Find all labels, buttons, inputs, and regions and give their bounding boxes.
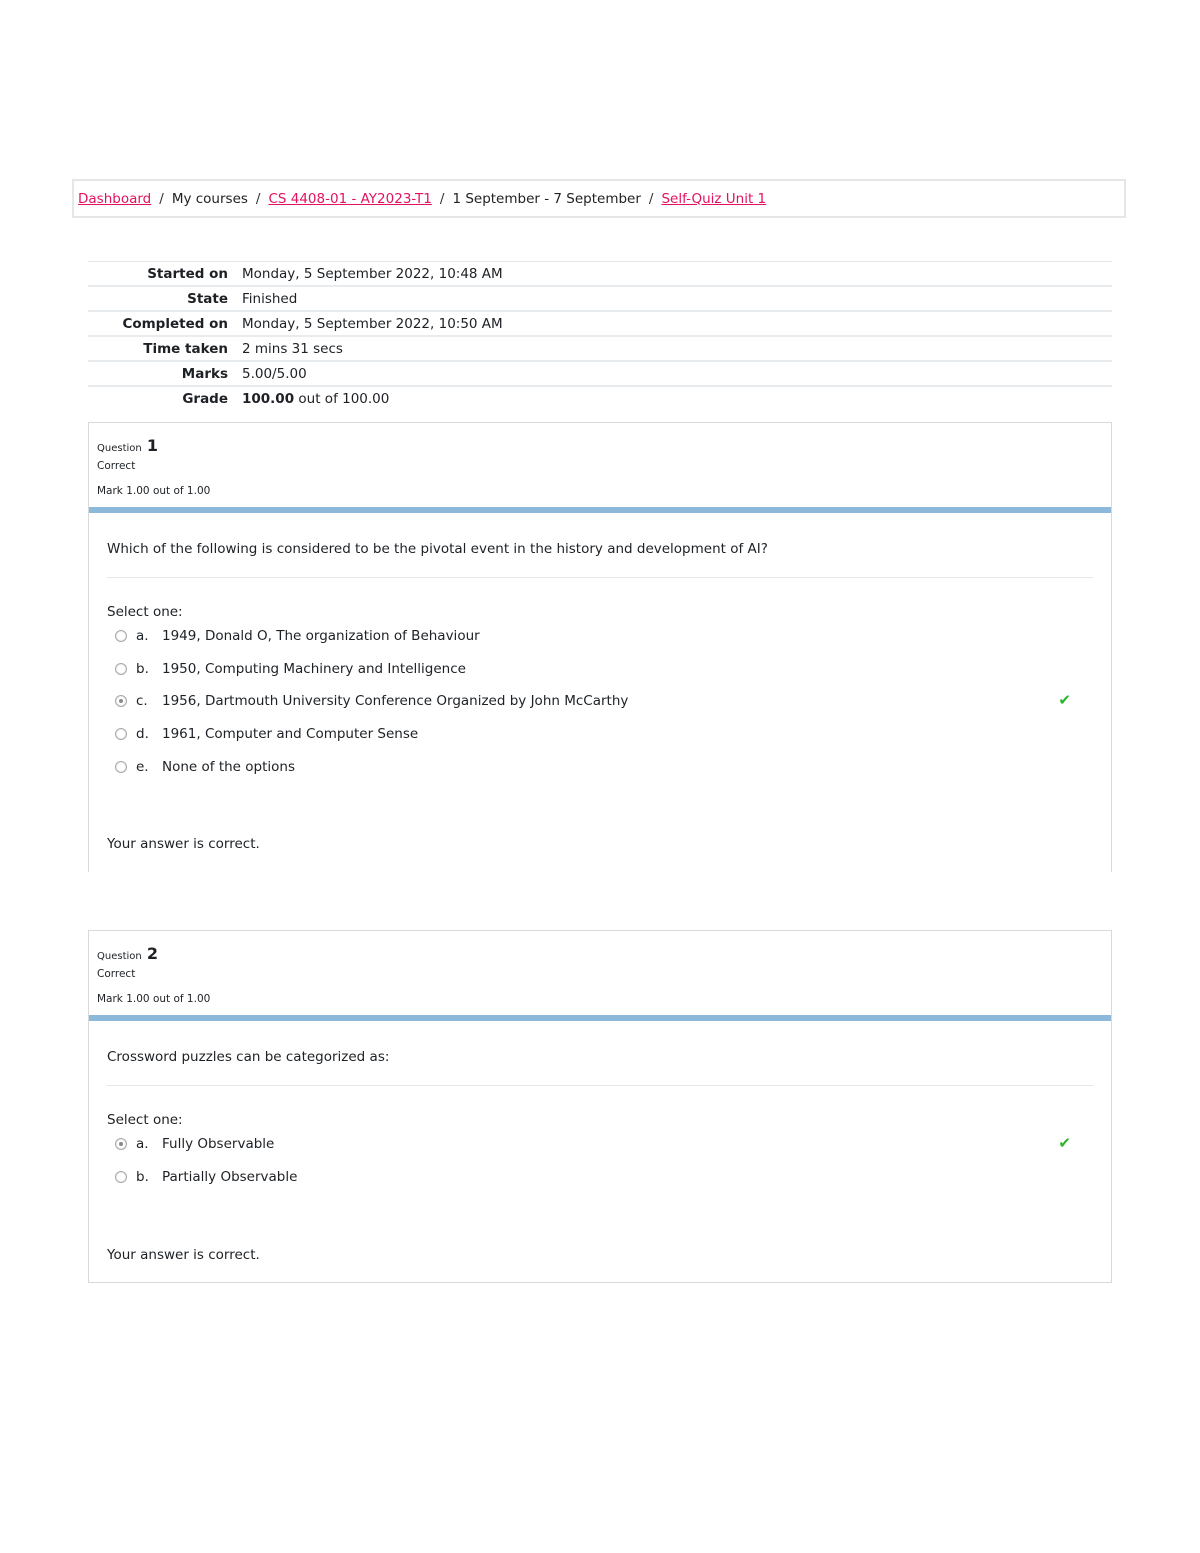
- option-text: 1961, Computer and Computer Sense: [162, 726, 419, 743]
- breadcrumb-dashboard-link[interactable]: Dashboard: [78, 190, 152, 207]
- correct-check-icon: ✔: [1058, 1134, 1071, 1152]
- breadcrumb-course-link[interactable]: CS 4408-01 - AY2023-T1: [268, 190, 432, 207]
- summary-row-time: [88, 336, 1112, 361]
- breadcrumb-separator: /: [648, 190, 654, 207]
- breadcrumb-quiz-link[interactable]: Self-Quiz Unit 1: [661, 190, 767, 207]
- option-text: 1950, Computing Machinery and Intelligence: [162, 660, 466, 677]
- breadcrumb-separator: /: [159, 190, 164, 207]
- summary-label: State: [88, 286, 242, 311]
- breadcrumb-separator: /: [255, 190, 261, 207]
- question-grade: Mark 1.00 out of 1.00: [97, 993, 211, 1005]
- answer-option-e[interactable]: [107, 750, 1093, 783]
- radio-button-selected[interactable]: [115, 695, 127, 707]
- option-letter: d.: [136, 726, 149, 743]
- radio-button[interactable]: [115, 663, 127, 675]
- attempt-summary-table: [88, 261, 1112, 410]
- summary-label: Completed on: [88, 311, 242, 336]
- breadcrumb-my-courses: My courses: [171, 190, 248, 207]
- breadcrumb-week: 1 September - 7 September: [452, 190, 641, 207]
- option-text: Fully Observable: [162, 1136, 275, 1153]
- breadcrumb-separator: /: [439, 190, 445, 207]
- option-letter: c.: [136, 693, 148, 710]
- question-content: [89, 1021, 1111, 1193]
- question-info: [89, 931, 1111, 1015]
- option-letter: a.: [136, 1136, 149, 1153]
- question-number: 2: [146, 944, 159, 963]
- summary-label: Grade: [88, 386, 242, 410]
- radio-button[interactable]: [115, 630, 127, 642]
- answer-option-b[interactable]: [107, 1161, 1093, 1194]
- option-text: 1956, Dartmouth University Conference Organized by John McCarthy: [162, 693, 629, 710]
- option-text: None of the options: [162, 758, 295, 775]
- question-number-label: [97, 436, 158, 455]
- option-letter: b.: [136, 660, 149, 677]
- summary-value: 5.00/5.00: [242, 361, 1112, 386]
- summary-label: Marks: [88, 361, 242, 386]
- option-text: Partially Observable: [162, 1168, 298, 1185]
- radio-button-selected[interactable]: [115, 1138, 127, 1150]
- answer-feedback: Your answer is correct.: [107, 836, 260, 852]
- answer-option-a[interactable]: [107, 620, 1093, 653]
- summary-row-grade: [88, 386, 1112, 410]
- question-grade: Mark 1.00 out of 1.00: [97, 485, 211, 497]
- option-letter: b.: [136, 1168, 149, 1185]
- radio-button[interactable]: [115, 1171, 127, 1183]
- select-one-prompt: Select one:: [107, 604, 183, 620]
- correct-check-icon: ✔: [1058, 691, 1071, 710]
- question-2: [88, 930, 1112, 1283]
- summary-row-state: [88, 286, 1112, 311]
- summary-value: [242, 386, 1112, 410]
- question-number-label: [97, 944, 158, 963]
- summary-row-started: [88, 262, 1112, 287]
- answer-option-b[interactable]: [107, 653, 1093, 686]
- breadcrumb: [72, 179, 1126, 218]
- radio-button[interactable]: [115, 761, 127, 773]
- question-label: Question: [97, 951, 142, 962]
- grade-value: 100.00: [242, 390, 295, 407]
- question-number: 1: [146, 436, 159, 455]
- answer-feedback: Your answer is correct.: [107, 1247, 260, 1263]
- question-content: [89, 513, 1111, 783]
- summary-row-completed: [88, 311, 1112, 336]
- summary-row-marks: [88, 361, 1112, 386]
- option-text: 1949, Donald O, The organization of Behaviour: [162, 628, 480, 645]
- question-state: Correct: [97, 460, 136, 472]
- summary-label: Time taken: [88, 336, 242, 361]
- summary-value: Finished: [242, 286, 1112, 311]
- grade-out-of: out of 100.00: [298, 390, 390, 407]
- summary-value: Monday, 5 September 2022, 10:50 AM: [242, 311, 1112, 336]
- question-state: Correct: [97, 968, 136, 980]
- summary-label: Started on: [88, 262, 242, 287]
- question-text: Crossword puzzles can be categorized as:: [107, 1021, 1093, 1086]
- summary-value: Monday, 5 September 2022, 10:48 AM: [242, 262, 1112, 287]
- answer-option-c[interactable]: [107, 685, 1093, 718]
- answer-option-d[interactable]: [107, 718, 1093, 751]
- select-one-prompt: Select one:: [107, 1112, 183, 1128]
- option-letter: e.: [136, 758, 149, 775]
- question-info: [89, 423, 1111, 507]
- answer-option-a[interactable]: [107, 1128, 1093, 1161]
- summary-value: 2 mins 31 secs: [242, 336, 1112, 361]
- option-letter: a.: [136, 628, 149, 645]
- question-text: Which of the following is considered to be the pivotal event in the history and development of AI?: [107, 513, 1093, 578]
- radio-button[interactable]: [115, 728, 127, 740]
- question-label: Question: [97, 443, 142, 454]
- question-1: [88, 422, 1112, 872]
